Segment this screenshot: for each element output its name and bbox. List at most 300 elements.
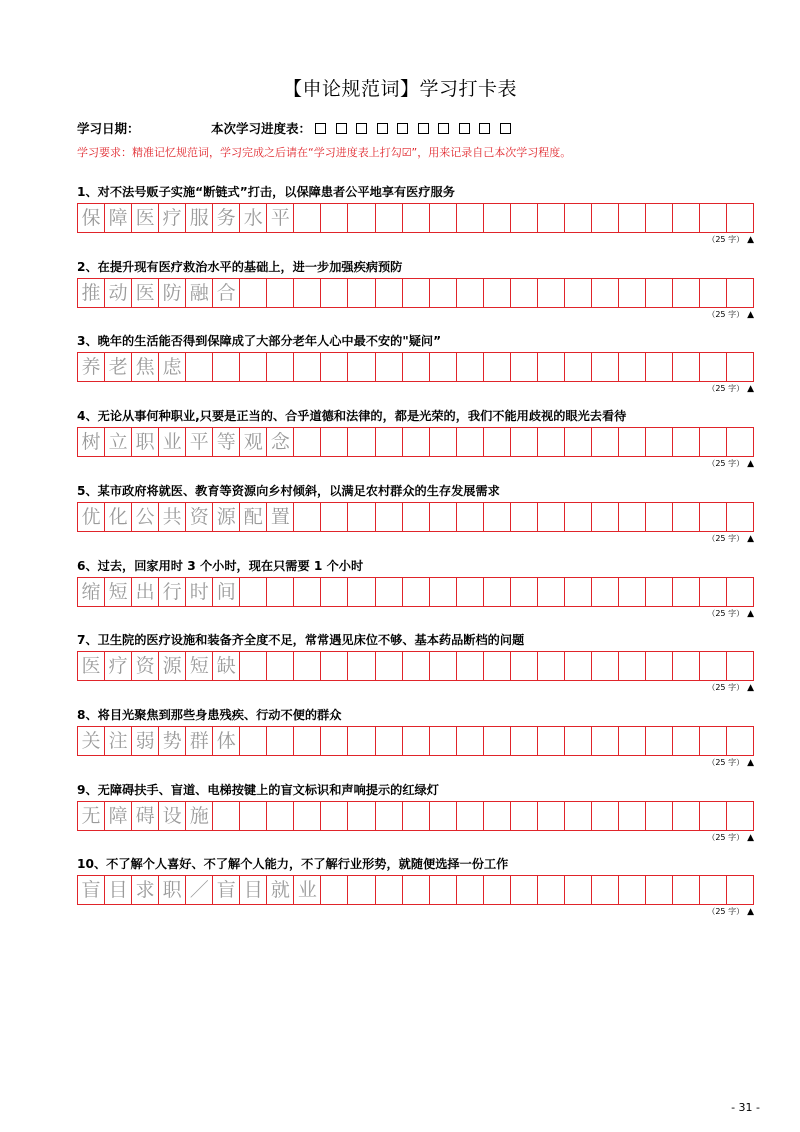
- exercise-item: [77, 183, 757, 245]
- grid-cell[interactable]: 关: [78, 727, 105, 755]
- grid-cell[interactable]: [538, 578, 565, 606]
- grid-cell[interactable]: [538, 727, 565, 755]
- progress-checkboxes: [315, 123, 520, 134]
- grid-cell[interactable]: [294, 353, 321, 381]
- grid-cell[interactable]: [592, 876, 619, 904]
- grid-cell[interactable]: 体: [213, 727, 240, 755]
- grid-cell[interactable]: [619, 652, 646, 680]
- grid-cell[interactable]: [240, 353, 267, 381]
- triangle-marker-icon: ▲: [747, 608, 754, 619]
- question-text: 6、过去，回家用时 3 个小时，现在只需要 1 个小时: [77, 558, 364, 573]
- question-text: 1、对不法号贩子实施“断链式”打击，以保障患者公平地享有医疗服务: [77, 185, 455, 199]
- grid-cell[interactable]: [348, 802, 375, 830]
- grid-cell[interactable]: 缺: [213, 652, 240, 680]
- grid-cell[interactable]: [511, 279, 538, 307]
- grid-cell[interactable]: 优: [78, 503, 105, 531]
- grid-cell[interactable]: 疗: [159, 204, 186, 232]
- grid-cell[interactable]: [619, 353, 646, 381]
- grid-cell[interactable]: 虑: [159, 353, 186, 381]
- progress-checkbox[interactable]: [438, 123, 449, 134]
- grid-cell[interactable]: [376, 727, 403, 755]
- grid-cell[interactable]: [348, 503, 375, 531]
- grid-cell[interactable]: [376, 802, 403, 830]
- grid-cell[interactable]: 置: [267, 503, 294, 531]
- grid-cell[interactable]: [700, 428, 727, 456]
- grid-cell[interactable]: [321, 428, 348, 456]
- grid-cell[interactable]: [294, 652, 321, 680]
- grid-cell[interactable]: 行: [159, 578, 186, 606]
- grid-cell[interactable]: [267, 802, 294, 830]
- grid-cell[interactable]: [511, 652, 538, 680]
- grid-cell[interactable]: [565, 279, 592, 307]
- grid-cell[interactable]: 观: [240, 428, 267, 456]
- grid-cell[interactable]: 职: [132, 428, 159, 456]
- grid-cell[interactable]: [240, 652, 267, 680]
- exercise-item: [77, 631, 757, 693]
- answer-grid: [77, 427, 754, 457]
- grid-cell[interactable]: [727, 578, 753, 606]
- grid-cell[interactable]: [376, 503, 403, 531]
- grid-cell[interactable]: [727, 727, 753, 755]
- grid-cell[interactable]: [565, 428, 592, 456]
- grid-cell[interactable]: [646, 727, 673, 755]
- grid-cell[interactable]: [457, 279, 484, 307]
- grid-cell[interactable]: [294, 802, 321, 830]
- grid-cell[interactable]: [619, 503, 646, 531]
- question-text: 7、卫生院的医疗设施和装备齐全度不足，常常遇见床位不够、基本药品断档的问题: [77, 633, 525, 648]
- grid-cell[interactable]: [511, 727, 538, 755]
- triangle-marker-icon: ▲: [747, 533, 754, 544]
- char-count-label: （25 字）: [707, 757, 745, 767]
- grid-cell[interactable]: [565, 204, 592, 232]
- grid-cell[interactable]: [457, 652, 484, 680]
- grid-cell[interactable]: [348, 428, 375, 456]
- grid-cell[interactable]: [592, 727, 619, 755]
- grid-cell[interactable]: [646, 204, 673, 232]
- grid-cell[interactable]: 目: [105, 876, 132, 904]
- grid-cell[interactable]: [727, 503, 753, 531]
- grid-cell[interactable]: 养: [78, 353, 105, 381]
- char-count-note: [77, 757, 754, 768]
- char-count-note: [77, 383, 754, 394]
- answer-grid: [77, 801, 754, 831]
- grid-cell[interactable]: [592, 802, 619, 830]
- grid-cell[interactable]: [240, 802, 267, 830]
- grid-cell[interactable]: [484, 652, 511, 680]
- progress-checkbox[interactable]: [459, 123, 470, 134]
- grid-cell[interactable]: [403, 802, 430, 830]
- answer-grid: [77, 278, 754, 308]
- grid-cell[interactable]: [700, 727, 727, 755]
- grid-cell[interactable]: [565, 802, 592, 830]
- grid-cell[interactable]: [700, 204, 727, 232]
- grid-cell[interactable]: 业: [159, 428, 186, 456]
- grid-cell[interactable]: [700, 876, 727, 904]
- grid-cell[interactable]: [403, 353, 430, 381]
- grid-cell[interactable]: [673, 353, 700, 381]
- grid-cell[interactable]: [673, 503, 700, 531]
- progress-checkbox[interactable]: [356, 123, 367, 134]
- grid-cell[interactable]: [673, 876, 700, 904]
- grid-cell[interactable]: [565, 578, 592, 606]
- grid-cell[interactable]: [538, 876, 565, 904]
- grid-cell[interactable]: [267, 727, 294, 755]
- progress-checkbox[interactable]: [315, 123, 326, 134]
- grid-cell[interactable]: [484, 578, 511, 606]
- grid-cell[interactable]: [484, 503, 511, 531]
- grid-cell[interactable]: [376, 279, 403, 307]
- grid-cell[interactable]: [430, 578, 457, 606]
- grid-cell[interactable]: [403, 503, 430, 531]
- grid-cell[interactable]: [240, 279, 267, 307]
- grid-cell[interactable]: 设: [159, 802, 186, 830]
- grid-cell[interactable]: 间: [213, 578, 240, 606]
- grid-cell[interactable]: [457, 802, 484, 830]
- grid-cell[interactable]: 弱: [132, 727, 159, 755]
- grid-cell[interactable]: 合: [213, 279, 240, 307]
- grid-cell[interactable]: [376, 353, 403, 381]
- grid-cell[interactable]: [457, 578, 484, 606]
- triangle-marker-icon: ▲: [747, 459, 754, 470]
- grid-cell[interactable]: [348, 353, 375, 381]
- grid-cell[interactable]: [430, 428, 457, 456]
- grid-cell[interactable]: [213, 353, 240, 381]
- triangle-marker-icon: ▲: [747, 907, 754, 918]
- grid-cell[interactable]: [538, 428, 565, 456]
- grid-cell[interactable]: [430, 204, 457, 232]
- grid-cell[interactable]: 共: [159, 503, 186, 531]
- grid-cell[interactable]: [727, 652, 753, 680]
- grid-cell[interactable]: [484, 353, 511, 381]
- grid-cell[interactable]: [267, 353, 294, 381]
- grid-cell[interactable]: [538, 353, 565, 381]
- grid-cell[interactable]: [727, 428, 753, 456]
- grid-cell[interactable]: 势: [159, 727, 186, 755]
- grid-cell[interactable]: [700, 503, 727, 531]
- grid-cell[interactable]: 动: [105, 279, 132, 307]
- grid-cell[interactable]: [294, 428, 321, 456]
- grid-cell[interactable]: [511, 204, 538, 232]
- grid-cell[interactable]: [592, 279, 619, 307]
- grid-cell[interactable]: [348, 727, 375, 755]
- grid-cell[interactable]: [700, 802, 727, 830]
- grid-cell[interactable]: 源: [159, 652, 186, 680]
- grid-cell[interactable]: 平: [267, 204, 294, 232]
- grid-cell[interactable]: [321, 652, 348, 680]
- grid-cell[interactable]: [700, 578, 727, 606]
- grid-cell[interactable]: 树: [78, 428, 105, 456]
- grid-cell[interactable]: [538, 652, 565, 680]
- char-count-label: （25 字）: [707, 907, 745, 917]
- grid-cell[interactable]: [403, 578, 430, 606]
- grid-cell[interactable]: 资: [186, 503, 213, 531]
- grid-cell[interactable]: [348, 578, 375, 606]
- triangle-marker-icon: ▲: [747, 384, 754, 395]
- char-count-note: [77, 234, 754, 245]
- grid-cell[interactable]: [403, 727, 430, 755]
- triangle-marker-icon: ▲: [747, 235, 754, 245]
- grid-cell[interactable]: [294, 578, 321, 606]
- grid-cell[interactable]: 公: [132, 503, 159, 531]
- char-count-label: （25 字）: [707, 235, 745, 244]
- grid-cell[interactable]: [673, 204, 700, 232]
- grid-cell[interactable]: 缩: [78, 578, 105, 606]
- grid-cell[interactable]: [700, 652, 727, 680]
- grid-cell[interactable]: [673, 652, 700, 680]
- triangle-marker-icon: ▲: [747, 309, 754, 320]
- grid-cell[interactable]: 时: [186, 578, 213, 606]
- grid-cell[interactable]: [457, 428, 484, 456]
- grid-cell[interactable]: 医: [78, 652, 105, 680]
- grid-cell[interactable]: [511, 353, 538, 381]
- grid-cell[interactable]: [565, 876, 592, 904]
- grid-cell[interactable]: [348, 652, 375, 680]
- grid-cell[interactable]: [403, 204, 430, 232]
- grid-cell[interactable]: [376, 578, 403, 606]
- grid-cell[interactable]: [267, 578, 294, 606]
- grid-cell[interactable]: [267, 279, 294, 307]
- grid-cell[interactable]: 配: [240, 503, 267, 531]
- grid-cell[interactable]: [484, 727, 511, 755]
- grid-cell[interactable]: [700, 279, 727, 307]
- grid-cell[interactable]: [727, 353, 753, 381]
- study-requirement: 学习要求：精准记忆规范词，学习完成之后请在“学习进度表上打勾☑”，用来记录自己本次学习程度。: [77, 146, 572, 159]
- grid-cell[interactable]: [592, 204, 619, 232]
- grid-cell[interactable]: [430, 503, 457, 531]
- grid-cell[interactable]: [511, 802, 538, 830]
- question-text: 9、无障碍扶手、盲道、电梯按键上的盲文标识和声响提示的红绿灯: [77, 782, 439, 797]
- question-text: 8、将目光聚焦到那些身患残疾、行动不便的群众: [77, 707, 342, 722]
- grid-cell[interactable]: [321, 503, 348, 531]
- progress-checkbox[interactable]: [418, 123, 429, 134]
- grid-cell[interactable]: [186, 353, 213, 381]
- grid-cell[interactable]: [592, 428, 619, 456]
- grid-cell[interactable]: [592, 353, 619, 381]
- grid-cell[interactable]: [511, 578, 538, 606]
- grid-cell[interactable]: 盲: [78, 876, 105, 904]
- triangle-marker-icon: ▲: [747, 683, 754, 694]
- grid-cell[interactable]: [646, 279, 673, 307]
- grid-cell[interactable]: [376, 876, 403, 904]
- grid-cell[interactable]: [727, 279, 753, 307]
- grid-cell[interactable]: [430, 279, 457, 307]
- progress-checkbox[interactable]: [397, 123, 408, 134]
- grid-cell[interactable]: [294, 279, 321, 307]
- grid-cell[interactable]: 短: [186, 652, 213, 680]
- answer-grid: [77, 577, 754, 607]
- grid-cell[interactable]: [727, 802, 753, 830]
- grid-cell[interactable]: [565, 353, 592, 381]
- grid-cell[interactable]: [321, 727, 348, 755]
- grid-cell[interactable]: 短: [105, 578, 132, 606]
- progress-checkbox[interactable]: [500, 123, 511, 134]
- grid-cell[interactable]: [376, 652, 403, 680]
- grid-cell[interactable]: [484, 428, 511, 456]
- grid-cell[interactable]: [403, 876, 430, 904]
- char-count-note: [77, 309, 754, 320]
- grid-cell[interactable]: 服: [186, 204, 213, 232]
- exercise-item: [77, 332, 757, 394]
- grid-cell[interactable]: 注: [105, 727, 132, 755]
- grid-cell[interactable]: [457, 876, 484, 904]
- grid-cell[interactable]: 防: [159, 279, 186, 307]
- grid-cell[interactable]: [538, 279, 565, 307]
- grid-cell[interactable]: [403, 652, 430, 680]
- grid-cell[interactable]: 群: [186, 727, 213, 755]
- grid-cell[interactable]: [321, 876, 348, 904]
- progress-checkbox[interactable]: [377, 123, 388, 134]
- grid-cell[interactable]: [727, 876, 753, 904]
- grid-cell[interactable]: [619, 578, 646, 606]
- grid-cell[interactable]: 融: [186, 279, 213, 307]
- grid-cell[interactable]: 老: [105, 353, 132, 381]
- grid-cell[interactable]: [673, 802, 700, 830]
- grid-cell[interactable]: [376, 428, 403, 456]
- grid-cell[interactable]: 就: [267, 876, 294, 904]
- grid-cell[interactable]: ／: [186, 876, 213, 904]
- grid-cell[interactable]: 职: [159, 876, 186, 904]
- grid-cell[interactable]: 疗: [105, 652, 132, 680]
- grid-cell[interactable]: 求: [132, 876, 159, 904]
- grid-cell[interactable]: 盲: [213, 876, 240, 904]
- grid-cell[interactable]: [213, 802, 240, 830]
- grid-cell[interactable]: [321, 353, 348, 381]
- grid-cell[interactable]: [646, 428, 673, 456]
- grid-cell[interactable]: 平: [186, 428, 213, 456]
- grid-cell[interactable]: [484, 279, 511, 307]
- grid-cell[interactable]: [619, 876, 646, 904]
- grid-cell[interactable]: [321, 802, 348, 830]
- page-number: - 31 -: [731, 1101, 760, 1114]
- grid-cell[interactable]: 立: [105, 428, 132, 456]
- grid-cell[interactable]: [240, 727, 267, 755]
- grid-cell[interactable]: [592, 578, 619, 606]
- grid-cell[interactable]: 焦: [132, 353, 159, 381]
- grid-cell[interactable]: [646, 353, 673, 381]
- grid-cell[interactable]: [294, 204, 321, 232]
- grid-cell[interactable]: 医: [132, 279, 159, 307]
- grid-cell[interactable]: [430, 727, 457, 755]
- grid-cell[interactable]: [430, 876, 457, 904]
- grid-cell[interactable]: [267, 652, 294, 680]
- grid-cell[interactable]: 资: [132, 652, 159, 680]
- char-count-note: [77, 533, 754, 544]
- grid-cell[interactable]: 医: [132, 204, 159, 232]
- page-title: 【申论规范词】学习打卡表: [282, 78, 517, 100]
- char-count-note: [77, 458, 754, 469]
- grid-cell[interactable]: [673, 428, 700, 456]
- grid-cell[interactable]: [673, 578, 700, 606]
- grid-cell[interactable]: [538, 204, 565, 232]
- grid-cell[interactable]: [673, 727, 700, 755]
- grid-cell[interactable]: [646, 876, 673, 904]
- grid-cell[interactable]: [565, 652, 592, 680]
- grid-cell[interactable]: [321, 578, 348, 606]
- grid-cell[interactable]: 业: [294, 876, 321, 904]
- grid-cell[interactable]: [673, 279, 700, 307]
- grid-cell[interactable]: [403, 279, 430, 307]
- grid-cell[interactable]: 推: [78, 279, 105, 307]
- grid-cell[interactable]: [646, 503, 673, 531]
- grid-cell[interactable]: [619, 279, 646, 307]
- grid-cell[interactable]: [619, 802, 646, 830]
- grid-cell[interactable]: 目: [240, 876, 267, 904]
- grid-cell[interactable]: [484, 876, 511, 904]
- grid-cell[interactable]: [592, 652, 619, 680]
- grid-cell[interactable]: [457, 204, 484, 232]
- grid-cell[interactable]: [457, 727, 484, 755]
- grid-cell[interactable]: [376, 204, 403, 232]
- progress-checkbox[interactable]: [479, 123, 490, 134]
- grid-cell[interactable]: [619, 204, 646, 232]
- grid-cell[interactable]: [348, 204, 375, 232]
- grid-cell[interactable]: [457, 503, 484, 531]
- grid-cell[interactable]: 碍: [132, 802, 159, 830]
- grid-cell[interactable]: [294, 503, 321, 531]
- grid-cell[interactable]: [321, 204, 348, 232]
- grid-cell[interactable]: 障: [105, 802, 132, 830]
- progress-label: 本次学习进度表：: [211, 121, 312, 136]
- grid-cell[interactable]: [430, 802, 457, 830]
- grid-cell[interactable]: [403, 428, 430, 456]
- question-text: 5、某市政府将就医、教育等资源向乡村倾斜，以满足农村群众的生存发展需求: [77, 483, 500, 498]
- grid-cell[interactable]: 施: [186, 802, 213, 830]
- grid-cell[interactable]: [592, 503, 619, 531]
- grid-cell[interactable]: [619, 428, 646, 456]
- grid-cell[interactable]: [511, 876, 538, 904]
- grid-cell[interactable]: [430, 353, 457, 381]
- grid-cell[interactable]: [538, 802, 565, 830]
- grid-cell[interactable]: [511, 428, 538, 456]
- exercise-item: [77, 781, 757, 843]
- grid-cell[interactable]: [727, 204, 753, 232]
- exercise-item: [77, 557, 757, 619]
- grid-cell[interactable]: 等: [213, 428, 240, 456]
- grid-cell[interactable]: [430, 652, 457, 680]
- grid-cell[interactable]: [457, 353, 484, 381]
- grid-cell[interactable]: [240, 578, 267, 606]
- grid-cell[interactable]: [538, 503, 565, 531]
- grid-cell[interactable]: [484, 204, 511, 232]
- grid-cell[interactable]: [565, 503, 592, 531]
- grid-cell[interactable]: 出: [132, 578, 159, 606]
- grid-cell[interactable]: [700, 353, 727, 381]
- grid-cell[interactable]: [348, 876, 375, 904]
- grid-cell[interactable]: 化: [105, 503, 132, 531]
- grid-cell[interactable]: [646, 578, 673, 606]
- char-count-label: （25 字）: [707, 309, 745, 319]
- grid-cell[interactable]: 源: [213, 503, 240, 531]
- grid-cell[interactable]: 务: [213, 204, 240, 232]
- grid-cell[interactable]: 水: [240, 204, 267, 232]
- grid-cell[interactable]: [484, 802, 511, 830]
- grid-cell[interactable]: 无: [78, 802, 105, 830]
- question-text: 2、在提升现有医疗救治水平的基础上，进一步加强疾病预防: [77, 259, 403, 274]
- grid-cell[interactable]: 保: [78, 204, 105, 232]
- grid-cell[interactable]: [646, 652, 673, 680]
- grid-cell[interactable]: [646, 802, 673, 830]
- grid-cell[interactable]: 念: [267, 428, 294, 456]
- char-count-label: （25 字）: [707, 683, 745, 693]
- grid-cell[interactable]: 障: [105, 204, 132, 232]
- grid-cell[interactable]: [565, 727, 592, 755]
- grid-cell[interactable]: [619, 727, 646, 755]
- progress-checkbox[interactable]: [336, 123, 347, 134]
- grid-cell[interactable]: [321, 279, 348, 307]
- grid-cell[interactable]: [294, 727, 321, 755]
- grid-cell[interactable]: [348, 279, 375, 307]
- grid-cell[interactable]: [511, 503, 538, 531]
